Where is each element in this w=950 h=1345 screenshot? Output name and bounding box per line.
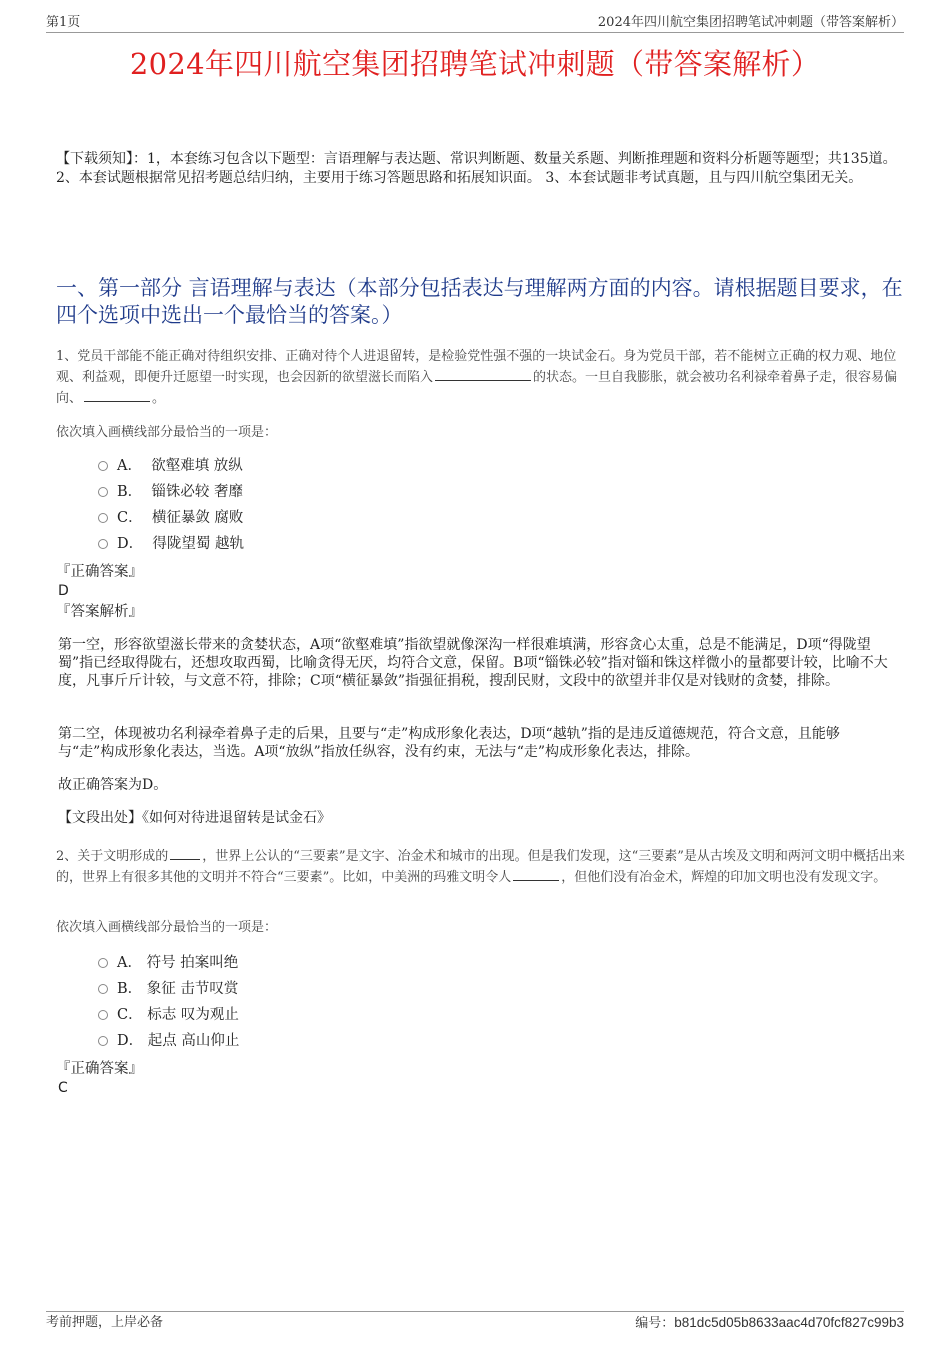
option-text: 欲壑难填 放纵	[151, 458, 243, 474]
option-label: B．	[117, 484, 143, 500]
q1-answer: D	[58, 583, 69, 599]
q2-answer: C	[58, 1080, 68, 1096]
document-title: 2024年四川航空集团招聘笔试冲刺题（带答案解析）	[129, 47, 821, 81]
section-heading: 一、第一部分 言语理解与表达（本部分包括表达与理解两方面的内容。请根据题目要求，在四个选项中选出一个最恰当的答案。）	[56, 276, 903, 327]
q1-analysis-paragraph-1: 第一空，形容欲望滋长带来的贪婪状态，A项“欲壑难填”指欲望就像深沟一样很难填满，形容贪心太重，总是不能满足，D项“得陇望蜀”指已经取得陇右，还想攻取西蜀，比喻贪得无厌，均符合文意，保留。B项“锱铢必较”指对锱和铢这样微小的量都要计较，比喻不大度，凡事斤斤计较，与文意不符，排除；C项“横征暴敛”指强征捐税，搜刮民财，文段中的欲望并非仅是对钱财的贪婪，排除。	[58, 637, 888, 689]
footer-code-value: b81dc5d05b8633aac4d70fcf827c99b3	[674, 1315, 904, 1330]
option-label: D．	[117, 536, 144, 552]
option-text: 起点 高山仰止	[147, 1033, 240, 1049]
q1-analysis-paragraph-2: 第二空，体现被功名利禄牵着鼻子走的后果，且要与“走”构成形象化表达，D项“越轨”指的是违反道德规范，符合文意，且能够与“走”构成形象化表达，当选。A项“放纵”指放任纵容，没有约束，无法与“走”构成形象化表达，排除。	[58, 726, 840, 760]
option-text: 符号 拍案叫绝	[146, 955, 239, 971]
page-number: 第1页	[46, 15, 81, 30]
radio-icon[interactable]	[98, 539, 108, 549]
q1-answer-label: 『正确答案』	[56, 564, 143, 580]
radio-icon[interactable]	[98, 487, 108, 497]
q2-option-a[interactable]	[98, 953, 238, 973]
option-label: D．	[117, 1033, 144, 1049]
q2-stem-part-a: 2、关于文明形成的	[56, 849, 169, 864]
q1-prompt: 依次填入画横线部分最恰当的一项是：	[56, 425, 278, 440]
radio-icon[interactable]	[98, 984, 108, 994]
q2-option-b[interactable]	[98, 979, 238, 999]
page-header	[46, 14, 904, 33]
option-text: 锱铢必较 奢靡	[151, 484, 243, 500]
option-label: B．	[117, 981, 143, 997]
q1-blank-1	[435, 366, 531, 381]
q1-blank-2	[84, 387, 150, 402]
option-label: C．	[117, 1007, 143, 1023]
q2-prompt: 依次填入画横线部分最恰当的一项是：	[56, 920, 278, 935]
q1-option-b[interactable]	[98, 482, 243, 502]
radio-icon[interactable]	[98, 958, 108, 968]
q1-source: 【文段出处】《如何对待进退留转是试金石》	[58, 810, 331, 826]
option-text: 象征 击节叹赏	[146, 981, 239, 997]
radio-icon[interactable]	[98, 461, 108, 471]
q1-option-a[interactable]	[98, 456, 243, 476]
q2-blank-2	[513, 866, 559, 881]
q1-analysis-conclusion: 故正确答案为D。	[58, 777, 168, 793]
q2-blank-1	[170, 845, 200, 860]
footer-code	[635, 1314, 904, 1333]
footer-code-label: 编号：	[635, 1316, 675, 1331]
q2-stem-part-c: ，但他们没有冶金术，辉煌的印加文明也没有发现文字。	[561, 870, 887, 885]
q1-analysis-label: 『答案解析』	[56, 604, 143, 620]
download-notice: 【下载须知】：1，本套练习包含以下题型：言语理解与表达题、常识判断题、数量关系题、判断推理题和资料分析题等题型；共135道。 2、本套试题根据常见招考题总结归纳，主要用于练习答题思路和拓展知识面。 3、本套试题非考试真题，且与四川航空集团无关。	[56, 151, 897, 186]
option-label: A．	[117, 458, 142, 474]
q2-option-c[interactable]	[98, 1005, 239, 1025]
option-text: 得陇望蜀 越轨	[152, 536, 244, 552]
q2-answer-label: 『正确答案』	[56, 1061, 143, 1077]
option-label: C．	[117, 510, 143, 526]
option-label: A．	[117, 955, 142, 971]
question-2-stem	[56, 845, 906, 887]
radio-icon[interactable]	[98, 1010, 108, 1020]
q2-option-d[interactable]	[98, 1031, 239, 1051]
footer-slogan: 考前押题，上岸必备	[46, 1315, 164, 1330]
question-1-stem	[56, 347, 906, 408]
q1-option-d[interactable]	[98, 534, 244, 554]
q1-stem-part-c: 。	[152, 391, 166, 406]
option-text: 标志 叹为观止	[147, 1007, 239, 1023]
q1-option-c[interactable]	[98, 508, 243, 528]
option-text: 横征暴敛 腐败	[151, 510, 244, 526]
header-doc-title: 2024年四川航空集团招聘笔试冲刺题（带答案解析）	[597, 15, 904, 30]
q1-stem-part-b: 的状态。一旦自我膨胀，就会被功名利禄牵着鼻子走，很容易偏向、	[56, 370, 898, 406]
q2-stem-part-b: ，世界上公认的“三要素”是文字、冶金术和城市的出现。但是我们发现，这“三要素”是从古埃及文明和两河文明中概括出来的，世界上有很多其他的文明并不符合“三要素”。比如，中美洲的玛雅文明令人	[56, 849, 905, 885]
radio-icon[interactable]	[98, 513, 108, 523]
radio-icon[interactable]	[98, 1036, 108, 1046]
page-footer	[46, 1311, 904, 1332]
q1-stem-part-a: 1、党员干部能不能正确对待组织安排、正确对待个人进退留转，是检验党性强不强的一块试金石。身为党员干部，若不能树立正确的权力观、地位观、利益观，即便升迁愿望一时实现，也会因新的欲望滋长而陷入	[56, 349, 897, 385]
